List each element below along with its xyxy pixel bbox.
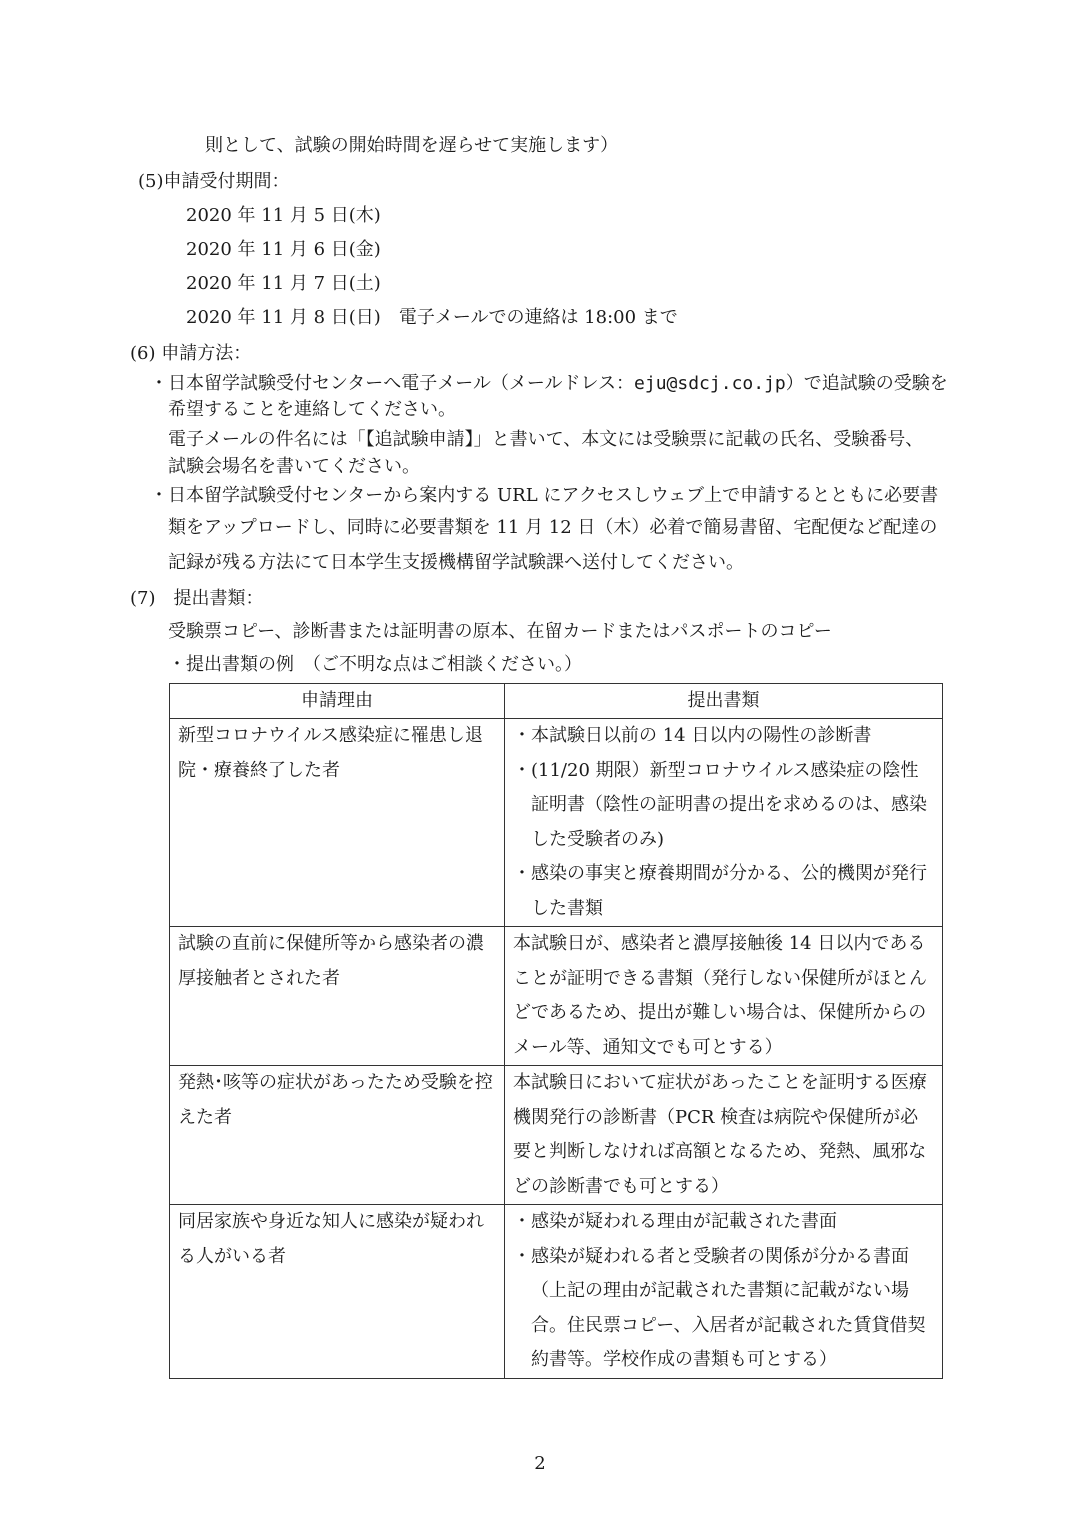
bullet1-post: ）で追試験の受験を — [785, 373, 948, 394]
bullet2-line2: 類をアップロードし、同時に必要書類を 11 月 12 日（木）必着で簡易書留、宅配便など配達の — [168, 517, 938, 538]
reason-cell: 新型コロナウイルス感染症に罹患し退院・療養終了した者 — [170, 719, 505, 927]
table-row — [170, 927, 943, 1066]
bullet1-line2: 希望することを連絡してください。 — [168, 399, 456, 420]
documents-cell — [505, 719, 943, 927]
document-item: 本試験日が、感染者と濃厚接触後 14 日以内であることが証明できる書類（発行しない保健所がほとんどであるため、提出が難しい場合は、保健所からのメール等、通知文でも可とする） — [513, 933, 927, 1058]
document-item: ・感染が疑われる理由が記載された書面 — [513, 1211, 837, 1232]
documents-cell — [505, 1066, 943, 1205]
date-line: 2020 年 11 月 5 日(木) — [186, 205, 381, 226]
date-line: 2020 年 11 月 7 日(土) — [186, 273, 381, 294]
document-item: ・感染が疑われる者と受験者の関係が分かる書面（上記の理由が記載された書類に記載がない場合。住民票コピー、入居者が記載された賃貸借契約書等。学校作成の書類も可とする） — [513, 1245, 926, 1370]
section6-heading: (6) 申請方法： — [130, 343, 252, 364]
bullet1-line1 — [150, 372, 948, 396]
reason-cell: 発熱･咳等の症状があったため受験を控えた者 — [170, 1066, 505, 1205]
document-item: ・本試験日以前の 14 日以内の陽性の診断書 — [513, 725, 872, 746]
reason-cell: 同居家族や身近な知人に感染が疑われる人がいる者 — [170, 1205, 505, 1379]
section7-heading: (7) 提出書類： — [130, 588, 264, 609]
header-documents: 提出書類 — [505, 684, 943, 719]
bullet1-line4: 試験会場名を書いてください。 — [168, 456, 420, 477]
email-address: eju@sdcj.co.jp — [634, 373, 786, 394]
table-row — [170, 1205, 943, 1379]
table-row — [170, 1066, 943, 1205]
bullet1-line3: 電子メールの件名には「【追試験申請】」と書いて、本文には受験票に記載の氏名、受験番号、 — [168, 429, 924, 450]
table-header-row — [170, 684, 943, 719]
document-item: ・(11/20 期限）新型コロナウイルス感染症の陰性証明書（陰性の証明書の提出を求めるのは、感染した受験者のみ) — [513, 759, 927, 850]
section7-line2: ・提出書類の例 （ご不明な点はご相談ください。） — [168, 654, 582, 675]
intro-line: 則として、試験の開始時間を遅らせて実施します） — [205, 135, 619, 156]
table-row — [170, 719, 943, 927]
header-reason: 申請理由 — [170, 684, 505, 719]
section7-line1: 受験票コピー、診断書または証明書の原本、在留カードまたはパスポートのコピー — [168, 621, 832, 642]
page-number: 2 — [534, 1453, 546, 1474]
section5-heading: (5)申請受付期間： — [138, 171, 290, 192]
reason-cell: 試験の直前に保健所等から感染者の濃厚接触者とされた者 — [170, 927, 505, 1066]
bullet2-line1: ・日本留学試験受付センターから案内する URL にアクセスしウェブ上で申請するとともに必要書 — [150, 485, 939, 506]
documents-cell — [505, 1205, 943, 1379]
documents-table — [169, 683, 943, 1379]
bullet2-line3: 記録が残る方法にて日本学生支援機構留学試験課へ送付してください。 — [168, 552, 744, 573]
document-item: ・感染の事実と療養期間が分かる、公的機関が発行した書類 — [513, 863, 927, 919]
date-line: 2020 年 11 月 6 日(金) — [186, 239, 381, 260]
document-item: 本試験日において症状があったことを証明する医療機関発行の診断書（PCR 検査は病院や保健所が必要と判断しなければ高額となるため、発熱、風邪などの診断書でも可とする） — [513, 1072, 927, 1197]
date-line: 2020 年 11 月 8 日(日) 電子メールでの連絡は 18:00 まで — [186, 307, 678, 328]
bullet1-pre: ・日本留学試験受付センターへ電子メール（メールドレス： — [150, 373, 635, 394]
documents-cell — [505, 927, 943, 1066]
